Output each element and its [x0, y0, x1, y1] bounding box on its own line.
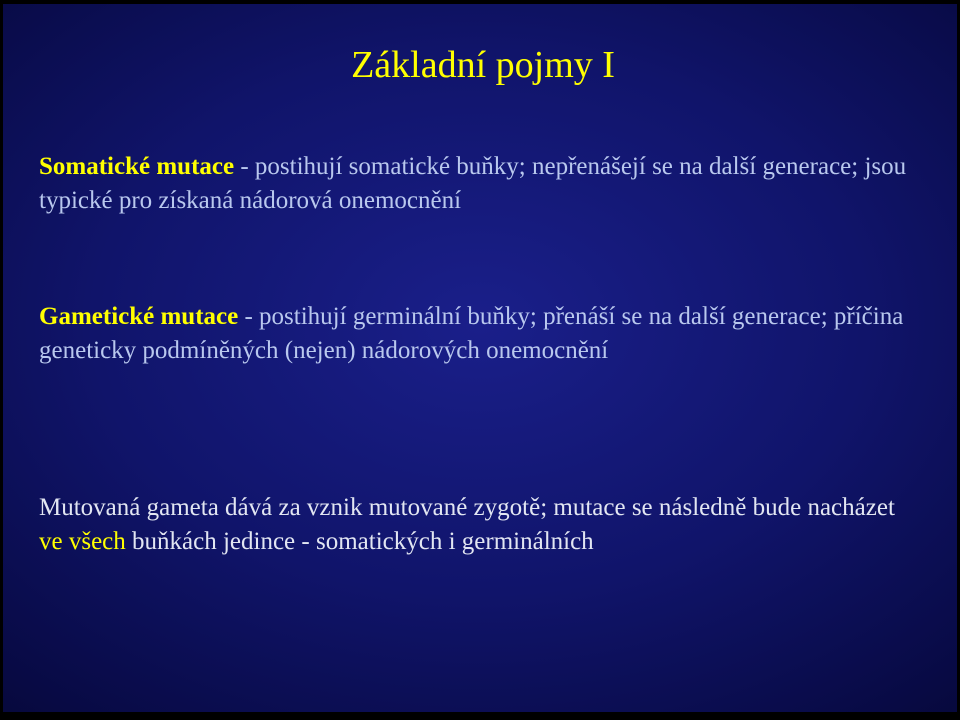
zygote-text-before: Mutovaná gameta dává za vznik mutované zygotě; mutace se následně bude nacházet — [39, 494, 895, 521]
gametic-mutation-paragraph — [39, 300, 919, 368]
zygote-highlight: ve všech — [39, 528, 126, 555]
somatic-mutation-paragraph — [39, 150, 919, 218]
slide-title: Základní pojmy I — [351, 44, 615, 86]
slide — [3, 4, 957, 712]
somatic-mutation-text: - postihují somatické buňky; nepřenášejí se na další generace; jsou typické pro získaná nádorová onemocnění — [39, 153, 907, 214]
gametic-mutation-text: - postihují germinální buňky; přenáší se na další generace; příčina geneticky podmíněných (nejen) nádorových onemocnění — [39, 303, 904, 364]
zygote-text-after: buňkách jedince - somatických i germinálních — [125, 528, 594, 555]
zygote-paragraph — [39, 491, 919, 559]
gametic-mutation-term: Gametické mutace — [39, 303, 239, 330]
somatic-mutation-term: Somatické mutace — [39, 153, 235, 180]
